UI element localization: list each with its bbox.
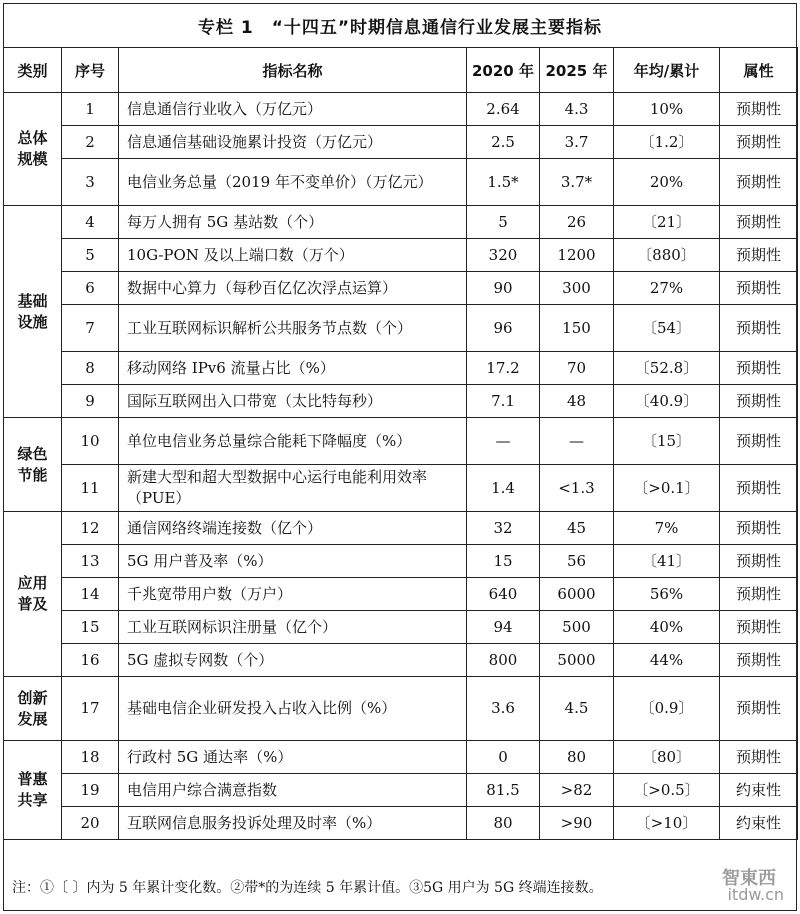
attribute-cell: 预期性 bbox=[720, 93, 798, 126]
attribute-cell: 预期性 bbox=[720, 126, 798, 159]
header-number: 序号 bbox=[62, 48, 119, 93]
table-row bbox=[4, 159, 798, 206]
header-annual-cumulative: 年均/累计 bbox=[614, 48, 720, 93]
value-2025-cell: 56 bbox=[540, 545, 614, 578]
watermark-logo bbox=[698, 864, 784, 904]
table-row bbox=[4, 741, 798, 774]
indicator-name-cell: 电信业务总量（2019 年不变单价）（万亿元） bbox=[119, 159, 467, 206]
value-2025-cell: 80 bbox=[540, 741, 614, 774]
value-2025-cell: 5000 bbox=[540, 644, 614, 677]
indicator-name-cell: 互联网信息服务投诉处理及时率（%） bbox=[119, 807, 467, 840]
value-2025-cell: 45 bbox=[540, 512, 614, 545]
header-attribute: 属性 bbox=[720, 48, 798, 93]
value-2020-cell: 17.2 bbox=[467, 352, 540, 385]
annual-cumulative-cell: 〔41〕 bbox=[614, 545, 720, 578]
annual-cumulative-cell: 〔40.9〕 bbox=[614, 385, 720, 418]
indicator-name-cell: 移动网络 IPv6 流量占比（%） bbox=[119, 352, 467, 385]
footnote: 注：①〔 〕内为 5 年累计变化数。②带*的为连续 5 年累计值。③5G 用户为 5G 终端连接数。 bbox=[12, 880, 603, 896]
indicator-name-cell: 工业互联网标识注册量（亿个） bbox=[119, 611, 467, 644]
table-row bbox=[4, 239, 798, 272]
attribute-cell: 预期性 bbox=[720, 418, 798, 465]
value-2020-cell: 320 bbox=[467, 239, 540, 272]
table-row bbox=[4, 206, 798, 239]
annual-cumulative-cell: 20% bbox=[614, 159, 720, 206]
value-2020-cell: 1.5* bbox=[467, 159, 540, 206]
annual-cumulative-cell: 40% bbox=[614, 611, 720, 644]
annual-cumulative-cell: 〔880〕 bbox=[614, 239, 720, 272]
annual-cumulative-cell: 7% bbox=[614, 512, 720, 545]
indicator-name-cell: 单位电信业务总量综合能耗下降幅度（%） bbox=[119, 418, 467, 465]
indicator-table bbox=[3, 47, 798, 840]
annual-cumulative-cell: 〔1.2〕 bbox=[614, 126, 720, 159]
row-number-cell: 13 bbox=[62, 545, 119, 578]
category-cell: 总体 规模 bbox=[4, 93, 62, 206]
row-number-cell: 17 bbox=[62, 677, 119, 741]
value-2020-cell: 3.6 bbox=[467, 677, 540, 741]
row-number-cell: 4 bbox=[62, 206, 119, 239]
annual-cumulative-cell: 〔>0.5〕 bbox=[614, 774, 720, 807]
attribute-cell: 预期性 bbox=[720, 578, 798, 611]
indicator-name-cell: 千兆宽带用户数（万户） bbox=[119, 578, 467, 611]
value-2020-cell: 800 bbox=[467, 644, 540, 677]
table-row bbox=[4, 644, 798, 677]
row-number-cell: 1 bbox=[62, 93, 119, 126]
attribute-cell: 约束性 bbox=[720, 774, 798, 807]
indicator-name-cell: 通信网络终端连接数（亿个） bbox=[119, 512, 467, 545]
attribute-cell: 预期性 bbox=[720, 677, 798, 741]
header-2020: 2020 年 bbox=[467, 48, 540, 93]
table-row bbox=[4, 677, 798, 741]
row-number-cell: 2 bbox=[62, 126, 119, 159]
row-number-cell: 15 bbox=[62, 611, 119, 644]
table-row bbox=[4, 611, 798, 644]
attribute-cell: 预期性 bbox=[720, 545, 798, 578]
value-2025-cell: 4.3 bbox=[540, 93, 614, 126]
table-row bbox=[4, 126, 798, 159]
row-number-cell: 8 bbox=[62, 352, 119, 385]
table-row bbox=[4, 93, 798, 126]
value-2020-cell: 15 bbox=[467, 545, 540, 578]
table-row bbox=[4, 305, 798, 352]
value-2020-cell: 32 bbox=[467, 512, 540, 545]
table-row bbox=[4, 418, 798, 465]
value-2020-cell: 81.5 bbox=[467, 774, 540, 807]
row-number-cell: 18 bbox=[62, 741, 119, 774]
table-row bbox=[4, 807, 798, 840]
indicator-name-cell: 5G 用户普及率（%） bbox=[119, 545, 467, 578]
annual-cumulative-cell: 〔52.8〕 bbox=[614, 352, 720, 385]
category-cell: 创新 发展 bbox=[4, 677, 62, 741]
value-2020-cell: 7.1 bbox=[467, 385, 540, 418]
attribute-cell: 约束性 bbox=[720, 807, 798, 840]
indicator-name-cell: 国际互联网出入口带宽（太比特每秒） bbox=[119, 385, 467, 418]
value-2025-cell: 300 bbox=[540, 272, 614, 305]
indicator-name-cell: 新建大型和超大型数据中心运行电能利用效率（PUE） bbox=[119, 465, 467, 512]
value-2025-cell: 150 bbox=[540, 305, 614, 352]
row-number-cell: 10 bbox=[62, 418, 119, 465]
annual-cumulative-cell: 10% bbox=[614, 93, 720, 126]
value-2025-cell: 3.7* bbox=[540, 159, 614, 206]
indicator-name-cell: 基础电信企业研发投入占收入比例（%） bbox=[119, 677, 467, 741]
category-cell: 应用 普及 bbox=[4, 512, 62, 677]
value-2025-cell: >90 bbox=[540, 807, 614, 840]
indicator-name-cell: 行政村 5G 通达率（%） bbox=[119, 741, 467, 774]
annual-cumulative-cell: 〔80〕 bbox=[614, 741, 720, 774]
row-number-cell: 9 bbox=[62, 385, 119, 418]
header-category: 类别 bbox=[4, 48, 62, 93]
value-2025-cell: 26 bbox=[540, 206, 614, 239]
attribute-cell: 预期性 bbox=[720, 385, 798, 418]
indicator-name-cell: 信息通信行业收入（万亿元） bbox=[119, 93, 467, 126]
value-2020-cell: 90 bbox=[467, 272, 540, 305]
table-row bbox=[4, 578, 798, 611]
indicator-name-cell: 数据中心算力（每秒百亿亿次浮点运算） bbox=[119, 272, 467, 305]
table-row bbox=[4, 272, 798, 305]
value-2025-cell: 1200 bbox=[540, 239, 614, 272]
indicator-name-cell: 每万人拥有 5G 基站数（个） bbox=[119, 206, 467, 239]
header-indicator-name: 指标名称 bbox=[119, 48, 467, 93]
value-2025-cell: 70 bbox=[540, 352, 614, 385]
annual-cumulative-cell: 〔54〕 bbox=[614, 305, 720, 352]
value-2020-cell: 2.5 bbox=[467, 126, 540, 159]
annual-cumulative-cell: 〔21〕 bbox=[614, 206, 720, 239]
row-number-cell: 14 bbox=[62, 578, 119, 611]
watermark-url: itdw.cn bbox=[727, 885, 784, 904]
annual-cumulative-cell: 56% bbox=[614, 578, 720, 611]
value-2020-cell: 1.4 bbox=[467, 465, 540, 512]
table-row bbox=[4, 385, 798, 418]
table-row bbox=[4, 465, 798, 512]
annual-cumulative-cell: 27% bbox=[614, 272, 720, 305]
value-2025-cell: 3.7 bbox=[540, 126, 614, 159]
attribute-cell: 预期性 bbox=[720, 159, 798, 206]
value-2020-cell: 0 bbox=[467, 741, 540, 774]
attribute-cell: 预期性 bbox=[720, 206, 798, 239]
annual-cumulative-cell: 〔0.9〕 bbox=[614, 677, 720, 741]
category-cell: 普惠 共享 bbox=[4, 741, 62, 840]
attribute-cell: 预期性 bbox=[720, 741, 798, 774]
attribute-cell: 预期性 bbox=[720, 465, 798, 512]
row-number-cell: 7 bbox=[62, 305, 119, 352]
value-2025-cell: >82 bbox=[540, 774, 614, 807]
row-number-cell: 20 bbox=[62, 807, 119, 840]
watermark-brand: 智東西 bbox=[722, 868, 776, 889]
indicator-name-cell: 信息通信基础设施累计投资（万亿元） bbox=[119, 126, 467, 159]
row-number-cell: 19 bbox=[62, 774, 119, 807]
table-row bbox=[4, 352, 798, 385]
attribute-cell: 预期性 bbox=[720, 611, 798, 644]
row-number-cell: 11 bbox=[62, 465, 119, 512]
value-2025-cell: 48 bbox=[540, 385, 614, 418]
value-2020-cell: 5 bbox=[467, 206, 540, 239]
attribute-cell: 预期性 bbox=[720, 644, 798, 677]
value-2020-cell: 94 bbox=[467, 611, 540, 644]
attribute-cell: 预期性 bbox=[720, 305, 798, 352]
annual-cumulative-cell: 〔>0.1〕 bbox=[614, 465, 720, 512]
indicator-name-cell: 电信用户综合满意指数 bbox=[119, 774, 467, 807]
table-row bbox=[4, 512, 798, 545]
value-2020-cell: 80 bbox=[467, 807, 540, 840]
value-2025-cell: <1.3 bbox=[540, 465, 614, 512]
annual-cumulative-cell: 〔15〕 bbox=[614, 418, 720, 465]
row-number-cell: 12 bbox=[62, 512, 119, 545]
category-cell: 基础 设施 bbox=[4, 206, 62, 418]
value-2020-cell: 640 bbox=[467, 578, 540, 611]
indicator-name-cell: 5G 虚拟专网数（个） bbox=[119, 644, 467, 677]
category-cell: 绿色 节能 bbox=[4, 418, 62, 512]
value-2020-cell: 2.64 bbox=[467, 93, 540, 126]
value-2025-cell: — bbox=[540, 418, 614, 465]
attribute-cell: 预期性 bbox=[720, 239, 798, 272]
row-number-cell: 5 bbox=[62, 239, 119, 272]
row-number-cell: 16 bbox=[62, 644, 119, 677]
annual-cumulative-cell: 〔>10〕 bbox=[614, 807, 720, 840]
indicator-name-cell: 10G-PON 及以上端口数（万个） bbox=[119, 239, 467, 272]
attribute-cell: 预期性 bbox=[720, 512, 798, 545]
attribute-cell: 预期性 bbox=[720, 272, 798, 305]
table-row bbox=[4, 545, 798, 578]
annual-cumulative-cell: 44% bbox=[614, 644, 720, 677]
indicator-name-cell: 工业互联网标识解析公共服务节点数（个） bbox=[119, 305, 467, 352]
table-row bbox=[4, 774, 798, 807]
value-2025-cell: 6000 bbox=[540, 578, 614, 611]
header-row bbox=[4, 48, 798, 93]
row-number-cell: 3 bbox=[62, 159, 119, 206]
row-number-cell: 6 bbox=[62, 272, 119, 305]
value-2025-cell: 500 bbox=[540, 611, 614, 644]
header-2025: 2025 年 bbox=[540, 48, 614, 93]
attribute-cell: 预期性 bbox=[720, 352, 798, 385]
value-2025-cell: 4.5 bbox=[540, 677, 614, 741]
value-2020-cell: 96 bbox=[467, 305, 540, 352]
page-title: 专栏 1 “十四五”时期信息通信行业发展主要指标 bbox=[197, 17, 603, 38]
value-2020-cell: — bbox=[467, 418, 540, 465]
